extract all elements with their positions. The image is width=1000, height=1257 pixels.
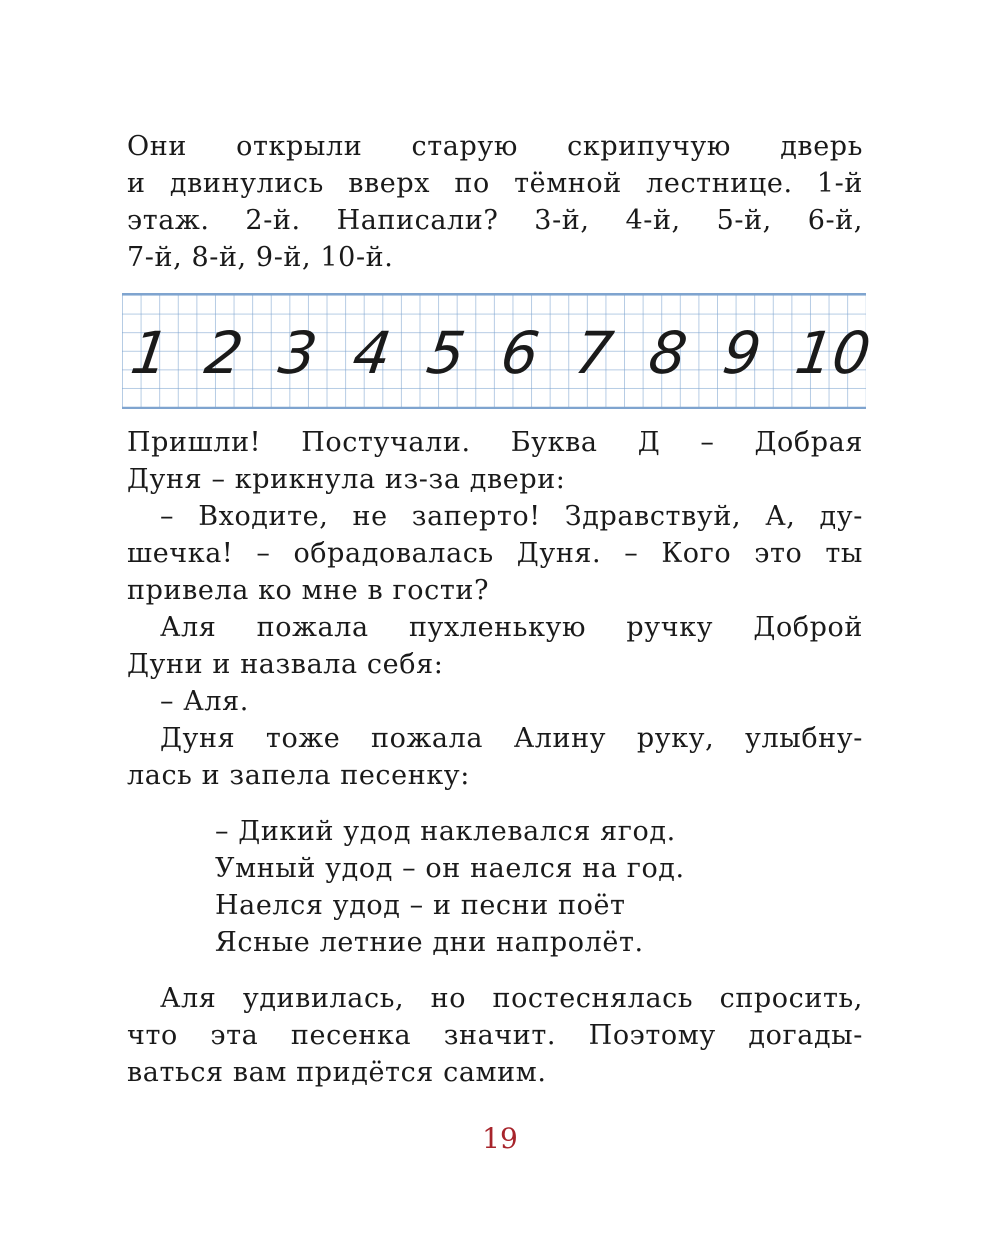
- text-line: ваться вам придётся самим.: [127, 1057, 547, 1088]
- digit-9: 9: [718, 319, 766, 387]
- text-line: шечка! – обрадовалась Дуня. – Кого это ты: [127, 538, 863, 569]
- digit-5: 5: [422, 319, 470, 387]
- text-line: этаж. 2-й. Написали? 3-й, 4-й, 5-й, 6-й,: [127, 205, 863, 236]
- digit-4: 4: [348, 319, 396, 387]
- poem-line: Наелся удод – и песни поёт: [215, 890, 626, 921]
- text-line: Они открыли старую скрипучую дверь: [127, 131, 863, 162]
- text-line: Пришли! Постучали. Буква Д – Добрая: [127, 427, 863, 458]
- text-line: Дуня – крикнула из-за двери:: [127, 464, 566, 495]
- text-line: лась и запела песенку:: [127, 760, 470, 791]
- text-line: Дуня тоже пожала Алину руку, улыбну-: [160, 723, 863, 754]
- text-line: и двинулись вверх по тёмной лестнице. 1-й: [127, 168, 863, 199]
- text-line: – Входите, не заперто! Здравствуй, А, ду-: [160, 501, 863, 532]
- poem-line: – Дикий удод наклевался ягод.: [215, 816, 676, 847]
- digit-6: 6: [496, 319, 544, 387]
- digit-3: 3: [274, 319, 322, 387]
- text-line: Аля удивилась, но постеснялась спросить,: [160, 983, 863, 1014]
- page-number: 19: [482, 1122, 518, 1155]
- handwritten-digits: [126, 313, 875, 393]
- digit-1: 1: [126, 319, 174, 387]
- text-line: что эта песенка значит. Поэтому догады-: [127, 1020, 863, 1051]
- digit-7: 7: [570, 319, 618, 387]
- text-line: – Аля.: [160, 686, 249, 717]
- digit-10: 10: [791, 319, 875, 387]
- digit-8: 8: [644, 319, 692, 387]
- text-line: Дуни и назвала себя:: [127, 649, 444, 680]
- text-line: привела ко мне в гости?: [127, 575, 490, 606]
- poem-line: Умный удод – он наелся на год.: [215, 853, 685, 884]
- text-line: Аля пожала пухленькую ручку Доброй: [160, 612, 863, 643]
- text-line: 7-й, 8-й, 9-й, 10-й.: [127, 242, 394, 273]
- digit-2: 2: [200, 319, 248, 387]
- poem-line: Ясные летние дни напролёт.: [215, 927, 644, 958]
